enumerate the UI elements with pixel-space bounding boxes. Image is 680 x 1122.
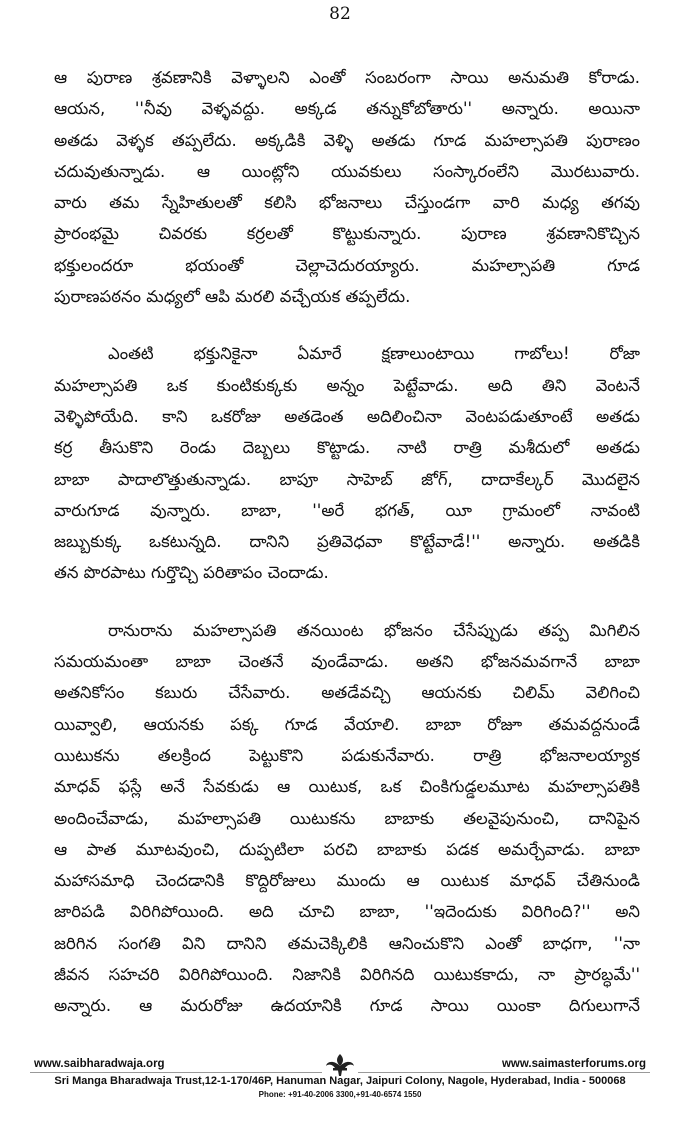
text-line: బాబా పాదాలొత్తుతున్నాడు. బాపూ సాహెబ్ జోగ్, దాదాకేల్కర్ మొదలైన — [54, 469, 640, 489]
text-line: ఆయన, ''నీవు వెళ్ళవద్దు. అక్కడ తన్నుకోబోతారు'' అన్నారు. అయినా — [54, 99, 640, 119]
text-line: ప్రారంభమై చివరకు కర్రలతో కొట్టుకున్నారు. పురాణ శ్రవణానికొచ్చిన — [54, 224, 640, 244]
text-line: తన పొరపాటు గుర్తొచ్చి పరితాపం చెందాడు. — [54, 563, 329, 583]
text-line: ఎంతటి భక్తునికైనా ఏమారే క్షణాలుంటాయి గాబోలు! రోజా — [108, 344, 640, 364]
text-line: వారు తమ స్నేహితులతో కలిసి భోజనాలు చేస్తుండగా వారి మధ్య తగవు — [54, 193, 640, 213]
text-line: అన్నారు. ఆ మరురోజు ఉదయానికి గూడ సాయి యింకా దిగులుగానే — [54, 996, 640, 1016]
text-line: కర్ర తీసుకొని రెండు దెబ్బలు కొట్టాడు. నాటి రాత్రి మశీదులో అతడు — [54, 438, 640, 458]
text-line: మాధవ్ ఫస్లే అనే సేవకుడు ఆ యిటుక, ఒక చింకిగుడ్డలమూట మహల్సాపతికి — [54, 777, 640, 797]
text-line: అతడు వెళ్ళక తప్పలేదు. అక్కడికి వెళ్ళి అతడు గూడ మహల్సాపతి పురాణం — [54, 130, 640, 150]
paragraph-1 — [54, 62, 640, 312]
text-line: ఆ పాత మూటవుంచి, దుప్పటిలా పరచి బాబాకు పడక అమర్చేవాడు. బాబా — [54, 839, 640, 859]
page-body — [54, 62, 640, 1048]
text-line: పురాణపఠనం మధ్యలో ఆపి మరలి వచ్చేయక తప్పలేదు. — [54, 287, 411, 307]
page-number: 82 — [329, 4, 351, 24]
text-line: అతనికోసం కబురు చేసేవారు. అతడేవచ్చి ఆయనకు చిలిమ్ వెలిగించి — [54, 683, 640, 703]
text-line: ఆ పురాణ శ్రవణానికి వెళ్ళాలని ఎంతో సంబరంగా సాయి అనుమతి కోరాడు. — [54, 68, 640, 87]
text-line: వారుగూడ వున్నారు. బాబా, ''అరే భగత్, యీ గ్రామంలో నావంటి — [54, 500, 640, 520]
text-line: భక్తులందరూ భయంతో చెల్లాచెదురయ్యారు. మహల్సాపతి గూడ — [54, 255, 640, 275]
text-line: జరిగిన సంగతి విని దానిని తమచెక్కిలికి ఆనించుకొని ఎంతో బాధగా, ''నా — [54, 933, 640, 953]
text-line: సమయమంతా బాబా చెంతనే వుండేవాడు. అతని భోజనమవగానే బాబా — [54, 652, 640, 672]
text-line: రానురాను మహల్సాపతి తనయింట భోజనం చేసేప్పుడు తప్ప మిగిలిన — [108, 620, 640, 640]
page-footer — [30, 1058, 650, 1122]
paragraph-3 — [54, 615, 640, 1022]
text-line: అందించేవాడు, మహల్సాపతి యిటుకను బాబాకు తలవైపునుంచి, దానిపైన — [54, 808, 640, 828]
text-line: చదువుతున్నాడు. ఆ యింట్లోని యువకులు సంస్కారంలేని మొరటువారు. — [54, 161, 640, 181]
text-line: జబ్బుకుక్క ఒకటున్నది. దానిని ప్రతివెధవా కొట్టేవాడే!'' అన్నారు. అతడికి — [54, 532, 640, 552]
text-line: మహల్సాపతి ఒక కుంటికుక్కకు అన్నం పెట్టేవాడు. అది తిని వెంటనే — [54, 375, 640, 395]
text-line: యిటుకను తలక్రింద పెట్టుకొని పడుకునేవారు. రాత్రి భోజనాలయ్యాక — [54, 745, 640, 765]
text-line: జారిపడి విరిగిపోయింది. అది చూచి బాబా, ''ఇదెందుకు విరిగింది?'' అని — [54, 902, 640, 922]
footer-phone: Phone: +91-40-2006 3300,+91-40-6574 1550 — [258, 1090, 422, 1099]
text-line: మహాసమాధి చెందడానికి కొద్దిరోజులు ముందు ఆ యిటుక మాధవ్ చేతినుండి — [54, 871, 640, 891]
footer-address: Sri Manga Bharadwaja Trust,12-1-170/46P, Hanuman Nagar, Jaipuri Colony, Nagole, Hyderabad, India - 500068 — [54, 1075, 626, 1087]
text-line: యివ్వాలి, ఆయనకు పక్క గూడ వేయాలి. బాబా రోజూ తమవద్దనుండే — [54, 714, 640, 734]
footer-link-saibharadwaja[interactable]: www.saibharadwaja.org — [30, 1058, 169, 1070]
text-line: వెళ్ళిపోయేది. కాని ఒకరోజు అతడెంత అదిలించినా వెంటపడుతూంటే అతడు — [54, 406, 640, 426]
paragraph-2 — [54, 338, 640, 588]
footer-link-saimasterforums[interactable]: www.saimasterforums.org — [498, 1058, 650, 1070]
text-line: జీవన సహచరి విరిగిపోయింది. నిజానికి విరిగినది యిటుకకాదు, నా ప్రారబ్ధమే'' — [54, 965, 640, 985]
